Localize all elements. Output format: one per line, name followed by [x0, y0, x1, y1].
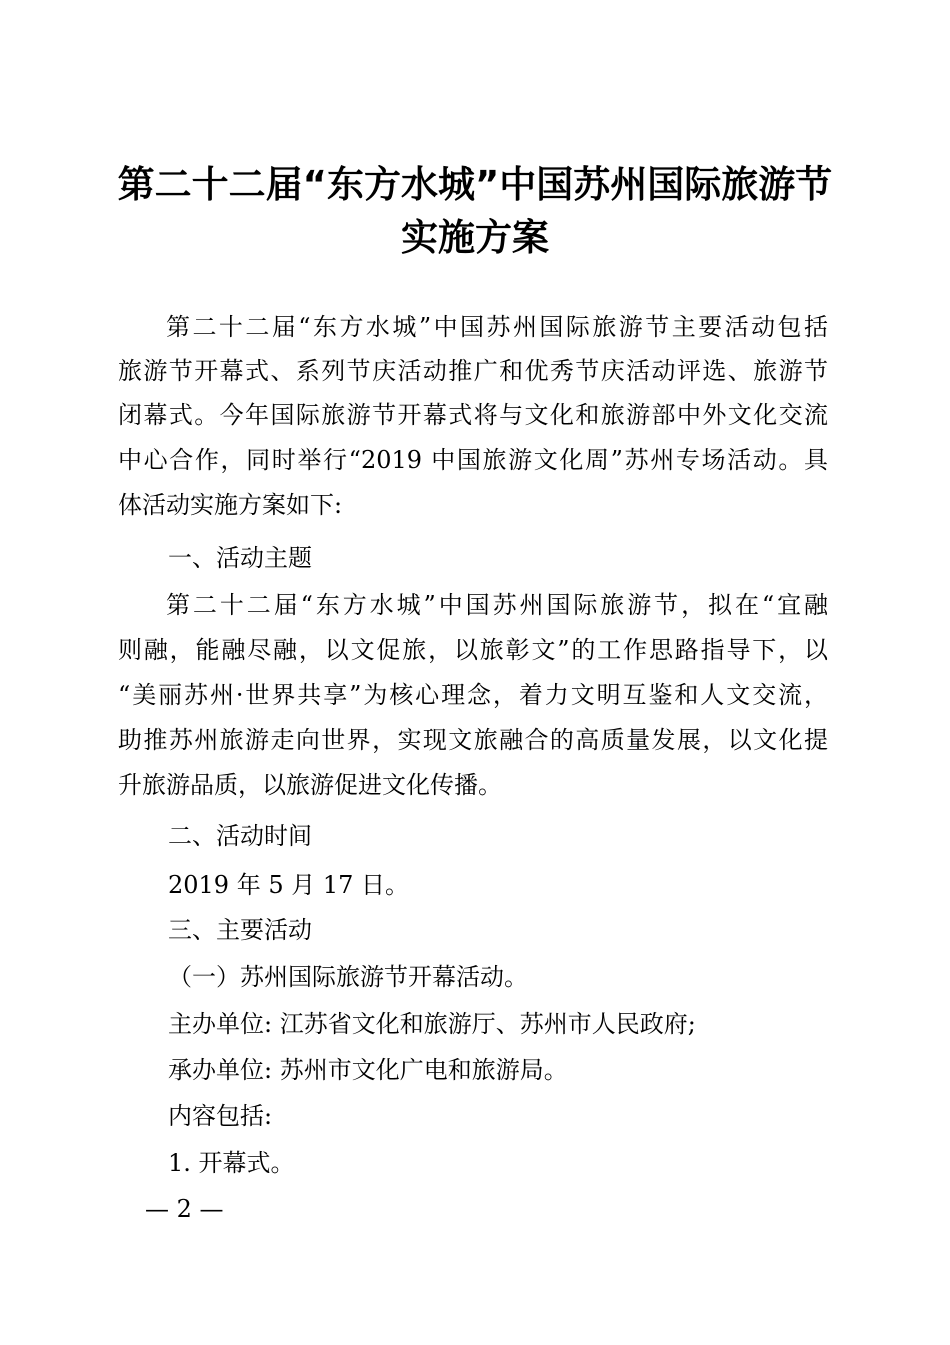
document-title-line-1: 第二十二届“东方水城”中国苏州国际旅游节: [117, 163, 833, 206]
contents-label: 内容包括:: [168, 1102, 273, 1130]
intro-line-3: 闭幕式。今年国际旅游节开幕式将与文化和旅游部中外文化交流: [118, 401, 828, 429]
document-title-line-2: 实施方案: [401, 216, 549, 259]
intro-line-4: 中心合作，同时举行“2019 中国旅游文化周”苏州专场活动。具: [118, 446, 828, 474]
section-1-line-3: “美丽苏州·世界共享”为核心理念，着力文明互鉴和人文交流，: [118, 681, 828, 709]
section-1-heading: 一、活动主题: [168, 544, 312, 572]
organizer-unit: 承办单位: 苏州市文化广电和旅游局。: [168, 1056, 568, 1084]
section-1-line-4: 助推苏州旅游走向世界，实现文旅融合的高质量发展，以文化提: [118, 726, 828, 754]
section-3-heading: 三、主要活动: [168, 916, 312, 944]
section-2-date: 2019 年 5 月 17 日。: [168, 871, 410, 899]
section-1-line-5: 升旅游品质，以旅游促进文化传播。: [118, 771, 502, 799]
section-1-line-2: 则融，能融尽融，以文促旅，以旅彰文”的工作思路指导下，以: [118, 636, 828, 664]
section-3-subheading-1: （一）苏州国际旅游节开幕活动。: [168, 963, 528, 991]
section-1-line-1: 第二十二届“东方水城”中国苏州国际旅游节，拟在“宜融: [166, 591, 828, 619]
list-item-1: 1. 开幕式。: [168, 1149, 295, 1177]
host-unit: 主办单位: 江苏省文化和旅游厅、苏州市人民政府;: [168, 1010, 696, 1038]
intro-line-1: 第二十二届“东方水城”中国苏州国际旅游节主要活动包括: [166, 313, 828, 341]
intro-line-2: 旅游节开幕式、系列节庆活动推广和优秀节庆活动评选、旅游节: [118, 357, 828, 385]
intro-line-5: 体活动实施方案如下:: [118, 491, 343, 519]
page-number: — 2 —: [145, 1195, 224, 1223]
section-2-heading: 二、活动时间: [168, 822, 312, 850]
